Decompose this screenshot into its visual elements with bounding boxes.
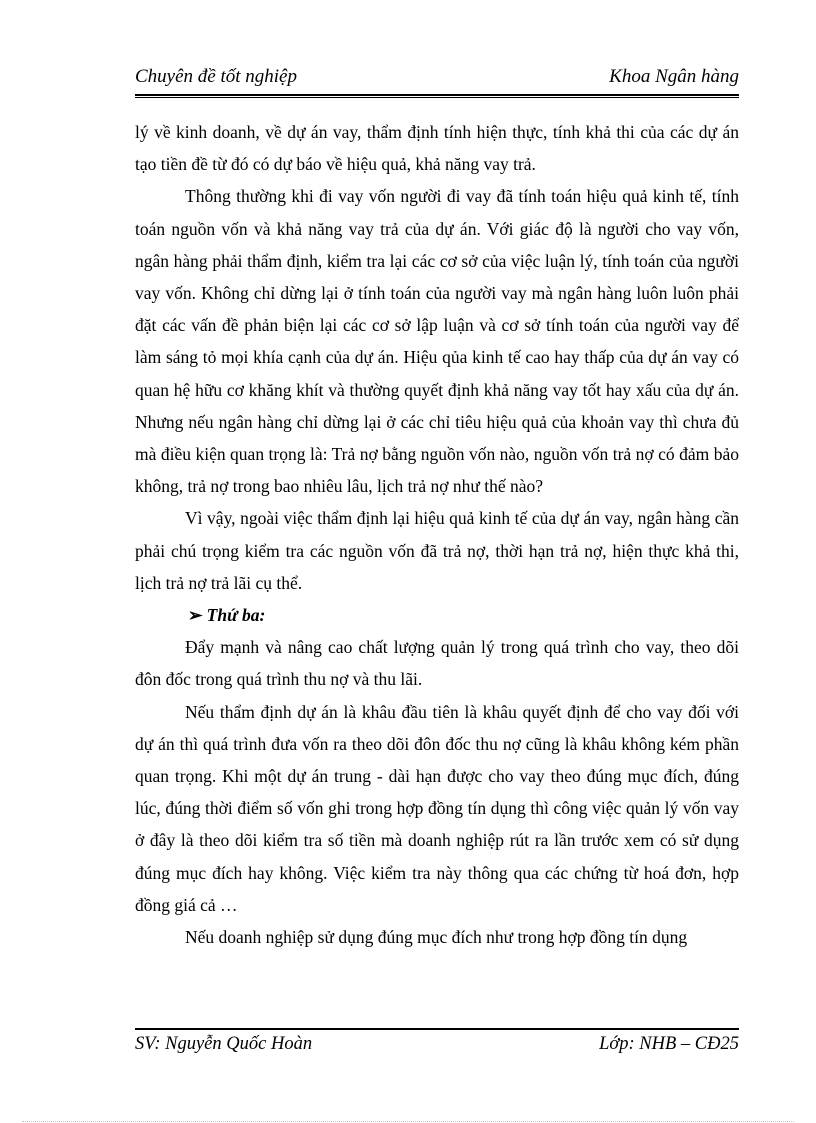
- header-divider: [135, 94, 739, 98]
- body-paragraph: lý về kinh doanh, về dự án vay, thẩm định tính hiện thực, tính khả thi của các dự án tạo tiền đề từ đó có dự báo về hiệu quả, khả năng vay trả.: [135, 122, 739, 175]
- body-paragraph: Vì vậy, ngoài việc thẩm định lại hiệu quả kinh tế của dự án vay, ngân hàng cần phải chú trọng kiểm tra các nguồn vốn đã trả nợ, thời hạn trả nợ, hiện thực khả thi, lịch trả nợ trả lãi cụ thể.: [135, 508, 739, 593]
- footer-class: Lớp: NHB – CĐ25: [599, 1034, 739, 1054]
- page-header: [135, 62, 739, 92]
- header-department: Khoa Ngân hàng: [609, 66, 739, 87]
- section-heading: [135, 599, 739, 631]
- arrow-bullet-icon: ➢: [188, 605, 203, 626]
- body-paragraph: Thông thường khi đi vay vốn người đi vay đã tính toán hiệu quả kinh tế, tính toán nguồn vốn và khả năng vay trả của dự án. Với giác độ là người cho vay vốn, ngân hàng phải thẩm định, kiểm tra lại các cơ sở của việc luận lý, tính toán của người vay vốn. Không chỉ dừng lại ở tính toán của người vay mà ngân hàng luôn luôn phải đặt các vấn đề phản biện lại các cơ sở lập luận và cơ sở tính toán của người vay để làm sáng tỏ mọi khía cạnh của dự án. Hiệu qủa kinh tế cao hay thấp của dự án vay có quan hệ hữu cơ khăng khít và thường quyết định khả năng vay tốt hay xấu của dự án. Nhưng nếu ngân hàng chỉ dừng lại ở các chỉ tiêu hiệu quả của khoản vay thì chưa đủ mà điều kiện quan trọng là: Trả nợ bằng nguồn vốn nào, nguồn vốn trả nợ có đảm bảo không, trả nợ trong bao nhiêu lâu, lịch trả nợ như thế nào?: [135, 186, 739, 497]
- header-document-title: Chuyên đề tốt nghiệp: [135, 66, 297, 87]
- footer-divider: [135, 1028, 739, 1030]
- body-paragraph: Nếu doanh nghiệp sử dụng đúng mục đích như trong hợp đồng tín dụng: [185, 927, 688, 948]
- body-paragraph: Đẩy mạnh và nâng cao chất lượng quản lý trong quá trình cho vay, theo dõi đôn đốc trong quá trình thu nợ và thu lãi.: [135, 637, 739, 690]
- page-body: [135, 116, 739, 953]
- page-bottom-edge: [22, 1121, 794, 1122]
- body-paragraph: Nếu thẩm định dự án là khâu đầu tiên là khâu quyết định để cho vay đối với dự án thì quá trình đưa vốn ra theo dõi đôn đốc thu nợ cũng là khâu không kém phần quan trọng. Khi một dự án trung - dài hạn được cho vay theo đúng mục đích, đúng lúc, đúng thời điểm số vốn ghi trong hợp đồng tín dụng thì công việc quản lý vốn vay ở đây là theo dõi kiểm tra số tiền mà doanh nghiệp rút ra lần trước xem có sử dụng đúng mục đích hay không. Việc kiểm tra này thông qua các chứng từ hoá đơn, hợp đồng giá cả …: [135, 701, 739, 915]
- section-heading-text: Thứ ba:: [206, 605, 266, 626]
- page-footer: [135, 1032, 739, 1060]
- footer-student-name: SV: Nguyễn Quốc Hoàn: [135, 1034, 313, 1054]
